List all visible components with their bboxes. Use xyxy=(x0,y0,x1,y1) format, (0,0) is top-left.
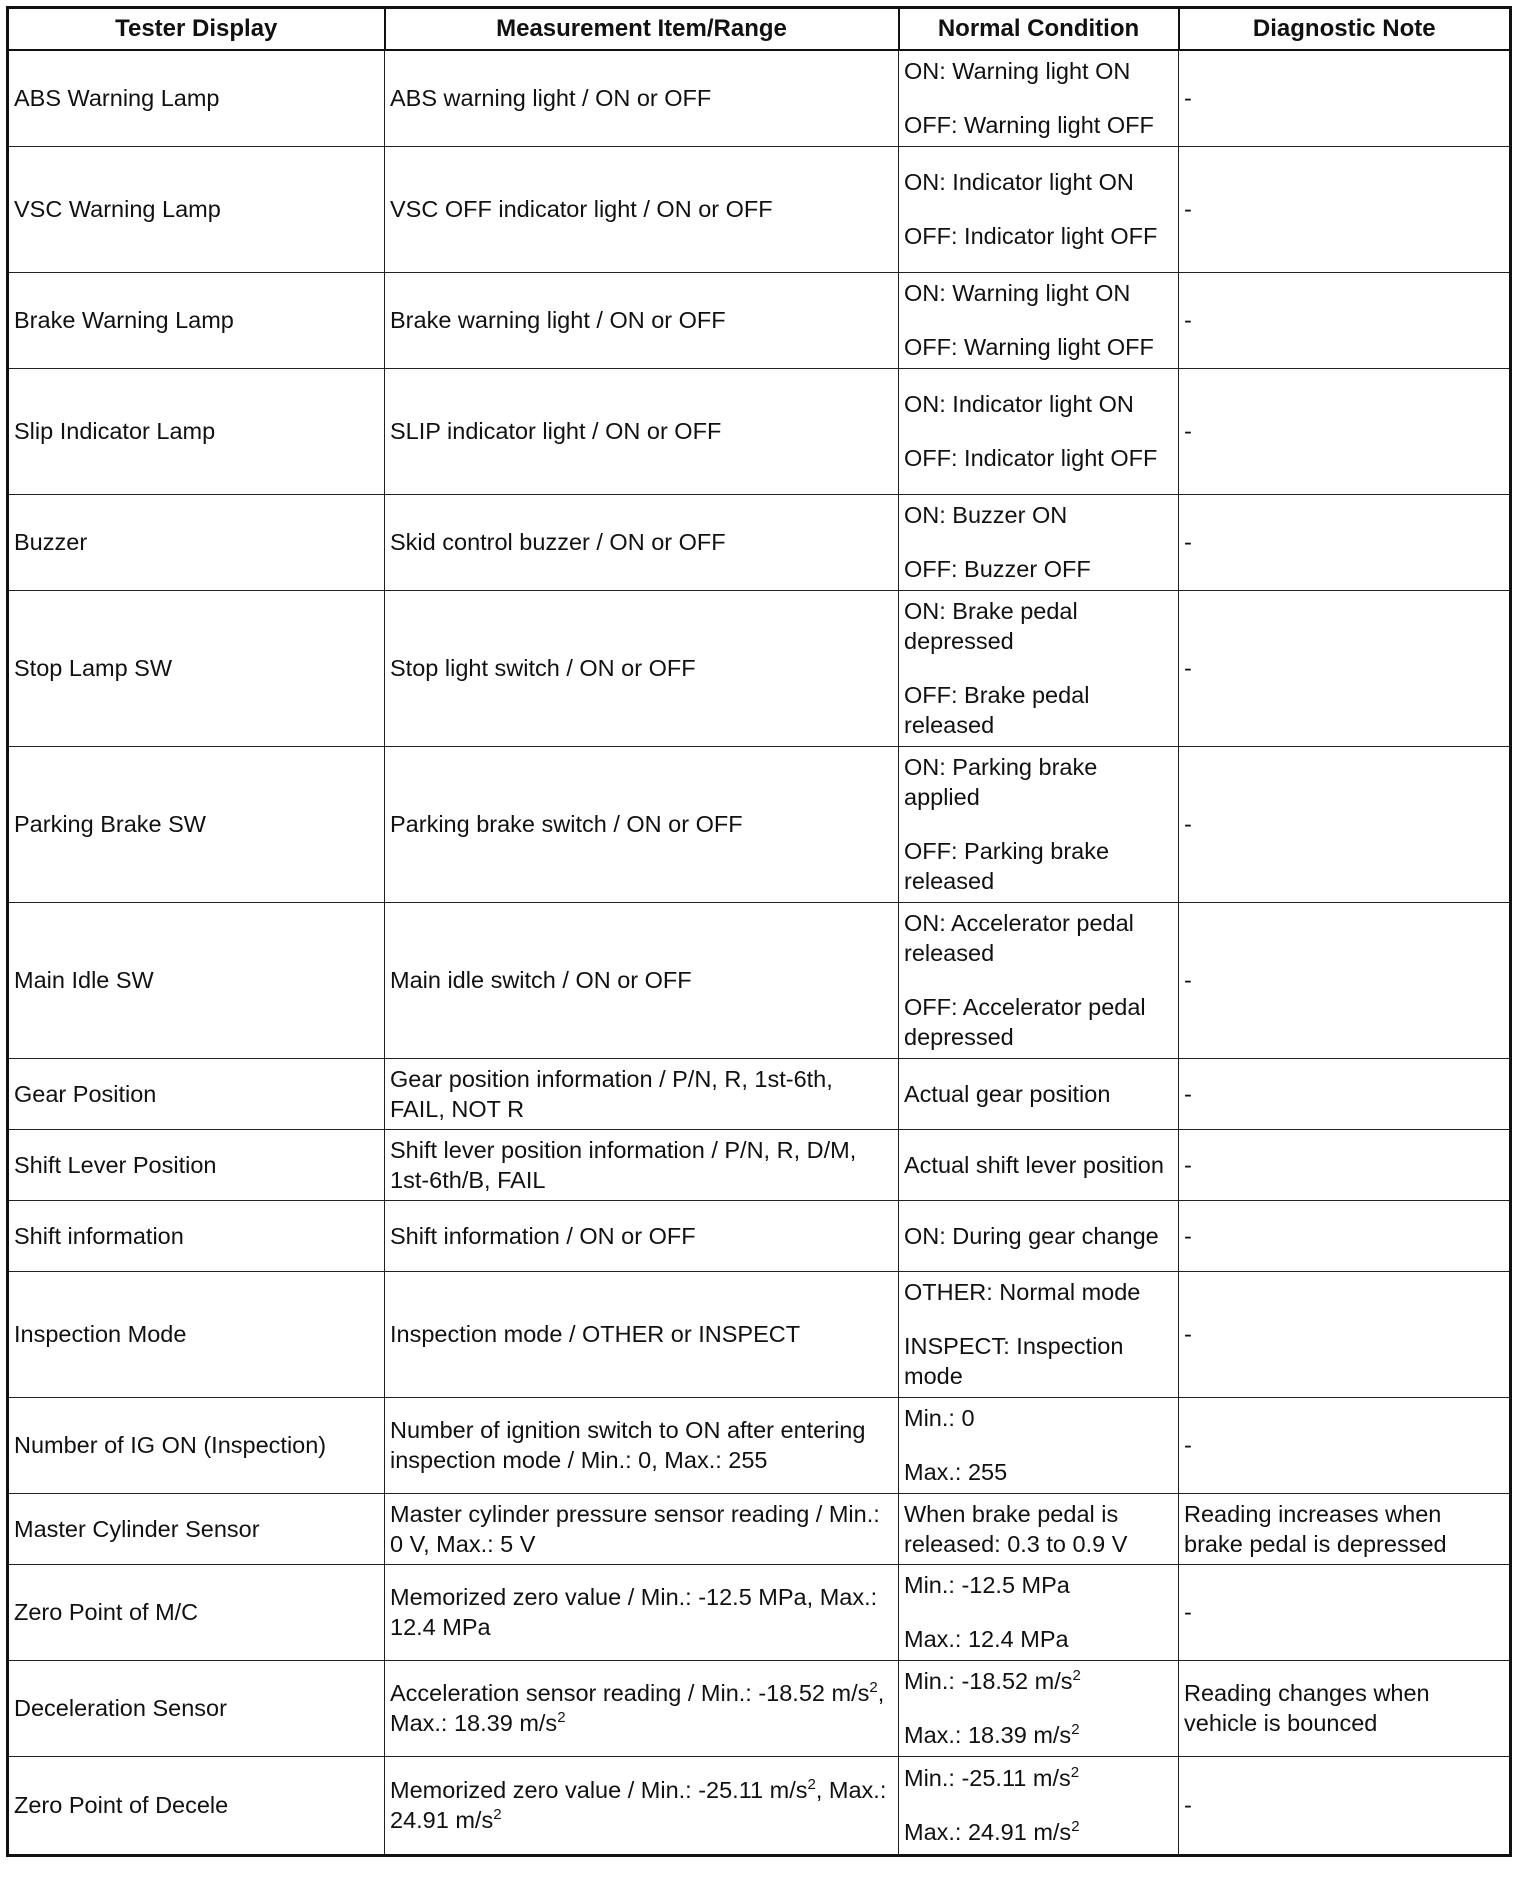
table-row xyxy=(8,1397,1511,1493)
normal-condition-line: Min.: -25.11 $m/s^2$ xyxy=(904,1764,1080,1791)
cell-diagnostic-note: - xyxy=(1179,272,1511,368)
cell-diagnostic-note: - xyxy=(1179,146,1511,272)
normal-condition-line: OFF: Accelerator pedal depressed xyxy=(904,994,1146,1050)
cell-measurement-item: Inspection mode / OTHER or INSPECT xyxy=(385,1271,899,1397)
header-measurement-item: Measurement Item/Range xyxy=(385,8,899,51)
header-row xyxy=(8,8,1511,51)
table-row xyxy=(8,1129,1511,1200)
normal-condition-line: Min.: -12.5 MPa xyxy=(904,1572,1070,1598)
cell-measurement-item: Parking brake switch / ON or OFF xyxy=(385,746,899,902)
normal-condition-line: Actual shift lever position xyxy=(904,1151,1164,1178)
cell-diagnostic-note: - xyxy=(1179,368,1511,494)
cell-diagnostic-note: - xyxy=(1179,494,1511,590)
cell-measurement-item: Gear position information / P/N, R, 1st-6th, FAIL, NOT R xyxy=(385,1058,899,1129)
cell-tester-display: ABS Warning Lamp xyxy=(8,50,385,146)
normal-condition-line: OFF: Warning light OFF xyxy=(904,112,1154,139)
normal-condition-line: OFF: Warning light OFF xyxy=(904,334,1154,360)
cell-tester-display: Deceleration Sensor xyxy=(8,1660,385,1756)
table-row xyxy=(8,746,1511,902)
normal-condition-line: Min.: -18.52 $m/s^2$ xyxy=(904,1667,1081,1694)
cell-normal-condition xyxy=(899,368,1179,494)
normal-condition-line: INSPECT: Inspection mode xyxy=(904,1333,1124,1389)
cell-normal-condition xyxy=(899,902,1179,1058)
table-row xyxy=(8,1200,1511,1271)
cell-measurement-item: Memorized zero value / Min.: -25.11 $m/s^2$, Max.: 24.91 $m/s^2$ xyxy=(385,1756,899,1855)
cell-diagnostic-note: - xyxy=(1179,1397,1511,1493)
normal-condition-line: ON: Indicator light ON xyxy=(904,391,1134,417)
cell-diagnostic-note: - xyxy=(1179,1564,1511,1660)
cell-normal-condition xyxy=(899,1564,1179,1660)
table-row xyxy=(8,1660,1511,1756)
cell-diagnostic-note: - xyxy=(1179,746,1511,902)
cell-diagnostic-note: - xyxy=(1179,1756,1511,1855)
cell-diagnostic-note: - xyxy=(1179,1058,1511,1129)
normal-condition-line: OFF: Indicator light OFF xyxy=(904,445,1158,471)
cell-tester-display: Brake Warning Lamp xyxy=(8,272,385,368)
cell-normal-condition xyxy=(899,1200,1179,1271)
cell-normal-condition xyxy=(899,1756,1179,1855)
cell-measurement-item: Shift information / ON or OFF xyxy=(385,1200,899,1271)
cell-diagnostic-note: - xyxy=(1179,902,1511,1058)
table-row xyxy=(8,1564,1511,1660)
cell-diagnostic-note: Reading changes when vehicle is bounced xyxy=(1179,1660,1511,1756)
data-list-table xyxy=(6,6,1512,1857)
cell-tester-display: VSC Warning Lamp xyxy=(8,146,385,272)
cell-tester-display: Zero Point of M/C xyxy=(8,1564,385,1660)
cell-tester-display: Stop Lamp SW xyxy=(8,590,385,746)
normal-condition-line: ON: Warning light ON xyxy=(904,280,1131,306)
cell-tester-display: Slip Indicator Lamp xyxy=(8,368,385,494)
table-row xyxy=(8,1493,1511,1564)
cell-tester-display: Parking Brake SW xyxy=(8,746,385,902)
normal-condition-line: Max.: 255 xyxy=(904,1459,1008,1485)
normal-condition-line: ON: Indicator light ON xyxy=(904,169,1134,195)
cell-normal-condition xyxy=(899,1271,1179,1397)
table-body xyxy=(8,50,1511,1855)
normal-condition-line: OFF: Brake pedal released xyxy=(904,682,1090,738)
cell-tester-display: Gear Position xyxy=(8,1058,385,1129)
normal-condition-line: OFF: Parking brake released xyxy=(904,838,1110,894)
table-row xyxy=(8,146,1511,272)
cell-tester-display: Shift information xyxy=(8,1200,385,1271)
normal-condition-line: ON: Parking brake applied xyxy=(904,754,1098,810)
cell-tester-display: Buzzer xyxy=(8,494,385,590)
normal-condition-line: Min.: 0 xyxy=(904,1405,975,1431)
normal-condition-line: OFF: Buzzer OFF xyxy=(904,556,1091,582)
cell-measurement-item: Acceleration sensor reading / Min.: -18.52 $m/s^2$, Max.: 18.39 $m/s^2$ xyxy=(385,1660,899,1756)
normal-condition-line: When brake pedal is released: 0.3 to 0.9 V xyxy=(904,1500,1128,1557)
table-row xyxy=(8,272,1511,368)
normal-condition-line: Max.: 24.91 $m/s^2$ xyxy=(904,1818,1080,1845)
normal-condition-line: Actual gear position xyxy=(904,1080,1111,1107)
cell-normal-condition xyxy=(899,1660,1179,1756)
cell-measurement-item: Shift lever position information / P/N, R, D/M, 1st-6th/B, FAIL xyxy=(385,1129,899,1200)
cell-measurement-item: Main idle switch / ON or OFF xyxy=(385,902,899,1058)
table-row xyxy=(8,1058,1511,1129)
cell-measurement-item: Stop light switch / ON or OFF xyxy=(385,590,899,746)
normal-condition-line: OTHER: Normal mode xyxy=(904,1279,1141,1305)
cell-measurement-item: Number of ignition switch to ON after entering inspection mode / Min.: 0, Max.: 255 xyxy=(385,1397,899,1493)
normal-condition-line: ON: Brake pedal depressed xyxy=(904,598,1078,654)
header-tester-display: Tester Display xyxy=(8,8,385,51)
cell-measurement-item: SLIP indicator light / ON or OFF xyxy=(385,368,899,494)
cell-diagnostic-note: Reading increases when brake pedal is depressed xyxy=(1179,1493,1511,1564)
normal-condition-line: Max.: 12.4 MPa xyxy=(904,1626,1069,1652)
cell-normal-condition xyxy=(899,146,1179,272)
cell-measurement-item: VSC OFF indicator light / ON or OFF xyxy=(385,146,899,272)
cell-tester-display: Zero Point of Decele xyxy=(8,1756,385,1855)
table-row xyxy=(8,368,1511,494)
normal-condition-line: ON: Accelerator pedal released xyxy=(904,910,1134,966)
cell-measurement-item: Brake warning light / ON or OFF xyxy=(385,272,899,368)
normal-condition-line: Max.: 18.39 $m/s^2$ xyxy=(904,1721,1080,1748)
cell-diagnostic-note: - xyxy=(1179,1271,1511,1397)
normal-condition-line: ON: During gear change xyxy=(904,1222,1159,1249)
table-row xyxy=(8,50,1511,146)
cell-measurement-item: ABS warning light / ON or OFF xyxy=(385,50,899,146)
normal-condition-line: OFF: Indicator light OFF xyxy=(904,223,1158,249)
cell-diagnostic-note: - xyxy=(1179,590,1511,746)
cell-tester-display: Number of IG ON (Inspection) xyxy=(8,1397,385,1493)
table-row xyxy=(8,494,1511,590)
cell-normal-condition xyxy=(899,1129,1179,1200)
cell-tester-display: Master Cylinder Sensor xyxy=(8,1493,385,1564)
header-normal-condition: Normal Condition xyxy=(899,8,1179,51)
cell-diagnostic-note: - xyxy=(1179,1200,1511,1271)
normal-condition-line: ON: Warning light ON xyxy=(904,58,1131,85)
cell-tester-display: Shift Lever Position xyxy=(8,1129,385,1200)
cell-normal-condition xyxy=(899,1397,1179,1493)
table-row xyxy=(8,1756,1511,1855)
cell-measurement-item: Memorized zero value / Min.: -12.5 MPa, Max.: 12.4 MPa xyxy=(385,1564,899,1660)
header-diagnostic-note: Diagnostic Note xyxy=(1179,8,1511,51)
cell-normal-condition xyxy=(899,50,1179,146)
cell-diagnostic-note: - xyxy=(1179,1129,1511,1200)
table-row xyxy=(8,902,1511,1058)
cell-diagnostic-note: - xyxy=(1179,50,1511,146)
table-row xyxy=(8,590,1511,746)
cell-normal-condition xyxy=(899,590,1179,746)
cell-tester-display: Inspection Mode xyxy=(8,1271,385,1397)
cell-measurement-item: Master cylinder pressure sensor reading / Min.: 0 V, Max.: 5 V xyxy=(385,1493,899,1564)
cell-normal-condition xyxy=(899,746,1179,902)
cell-tester-display: Main Idle SW xyxy=(8,902,385,1058)
cell-normal-condition xyxy=(899,1058,1179,1129)
cell-normal-condition xyxy=(899,272,1179,368)
table-row xyxy=(8,1271,1511,1397)
cell-normal-condition xyxy=(899,1493,1179,1564)
cell-measurement-item: Skid control buzzer / ON or OFF xyxy=(385,494,899,590)
cell-normal-condition xyxy=(899,494,1179,590)
document-page xyxy=(6,6,1509,1857)
normal-condition-line: ON: Buzzer ON xyxy=(904,502,1068,528)
